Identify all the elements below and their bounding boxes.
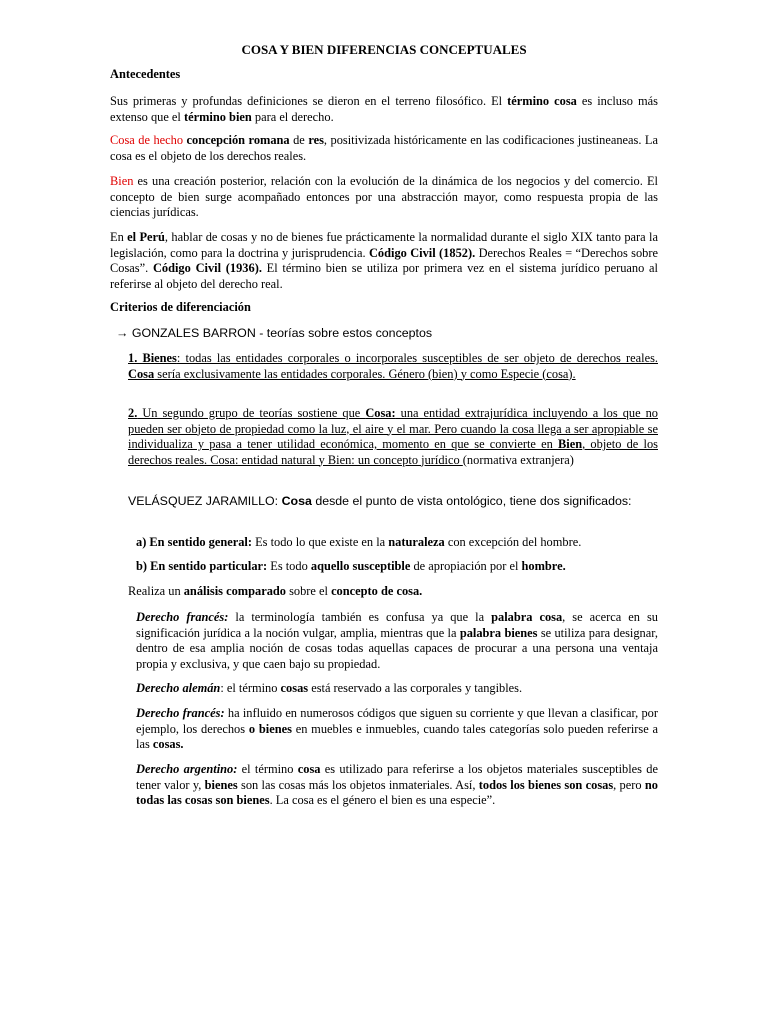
paragraph-derecho-frances-1: Derecho francés: la terminología también es confusa ya que la palabra cosa, se acerca en su significación jurídica a la noción vulgar, amplia, mientras que la palabra bienes se utiliza para designar, dentro de esa amplia noción de cosas todas aquellas capaces de procurar a una persona una ventaja propia y exclusiva, y que caen bajo su propiedad. bbox=[136, 610, 658, 671]
paragraph-bien: Bien es una creación posterior, relación con la evolución de la dinámica de los negocios y del comercio. El concepto de bien surge acompañado entonces por una abstracción mayor, como respuesta propia de las ciencias jurídicas. bbox=[110, 174, 658, 219]
paragraph-derecho-argentino: Derecho argentino: el término cosa es utilizado para referirse a los objetos materiales susceptibles de tener valor y, bienes son las cosas más los objetos inmateriales. Así, todos los bienes son cosas, pero no todas las cosas son bienes. La cosa es el género el bien es una especie”. bbox=[136, 762, 658, 807]
paragraph-analisis-comparado: Realiza un análisis comparado sobre el concepto de cosa. bbox=[128, 584, 423, 598]
paragraph-derecho-aleman: Derecho alemán: el término cosas está reservado a las corporales y tangibles. bbox=[136, 681, 523, 695]
paragraph-peru: En el Perú, hablar de cosas y no de bienes fue prácticamente la normalidad durante el siglo XIX tanto para la legislación, como para la doctrina y jurisprudencia. Código Civil (1852). Derechos Reales = “Derechos sobre Cosas”. Código Civil (1936). El término bien se utiliza por primera vez en el sistema jurídico peruano al referirse al objeto del derecho real. bbox=[110, 230, 659, 291]
paragraph-cosa-de-hecho: Cosa de hecho concepción romana de res, positivizada históricamente en las codificaciones justineaneas. La cosa es el objeto de los derechos reales. bbox=[110, 133, 658, 163]
list-item-a: a) En sentido general: Es todo lo que existe en la naturaleza con excepción del hombre. bbox=[136, 535, 582, 549]
criterio-item-1: 1. Bienes: todas las entidades corporales o incorporales susceptibles de ser objeto de derechos reales. Cosa sería exclusivamente las entidades corporales. Género (bien) y como Especie (cosa). bbox=[128, 351, 658, 381]
section-heading-antecedentes: Antecedentes bbox=[110, 67, 181, 81]
list-item-b: b) En sentido particular: Es todo aquello susceptible de apropiación por el hombre. bbox=[136, 559, 566, 573]
document-title: COSA Y BIEN DIFERENCIAS CONCEPTUALES bbox=[241, 42, 527, 57]
paragraph-velasquez: VELÁSQUEZ JARAMILLO: Cosa desde el punto de vista ontológico, tiene dos significados: bbox=[128, 494, 632, 508]
section-heading-criterios: Criterios de diferenciación bbox=[110, 300, 251, 314]
paragraph-antecedentes-1: Sus primeras y profundas definiciones se dieron en el terreno filosófico. El término cosa es incluso más extenso que el término bien para el derecho. bbox=[110, 94, 658, 124]
criterio-item-2: 2. Un segundo grupo de teorías sostiene que Cosa: una entidad extrajurídica incluyendo a los que no pueden ser objeto de propiedad como la luz, el aire y el mar. Pero cuando la cosa llega a ser apropiable se individualiza y pasa a tener utilidad económica, momento en que se convierte en Bien, objeto de los derechos reales. Cosa: entidad natural y Bien: un concepto jurídico (normativa extranjera) bbox=[128, 406, 658, 467]
gonzales-barron-line: → GONZALES BARRON - teorías sobre estos conceptos bbox=[116, 326, 433, 340]
paragraph-derecho-frances-2: Derecho francés: ha influido en numerosos códigos que siguen su corriente y que llevan a clasificar, por ejemplo, los derechos o bienes en muebles e inmuebles, cuando tales categorías solo pueden referirse a las cosas. bbox=[136, 706, 659, 751]
